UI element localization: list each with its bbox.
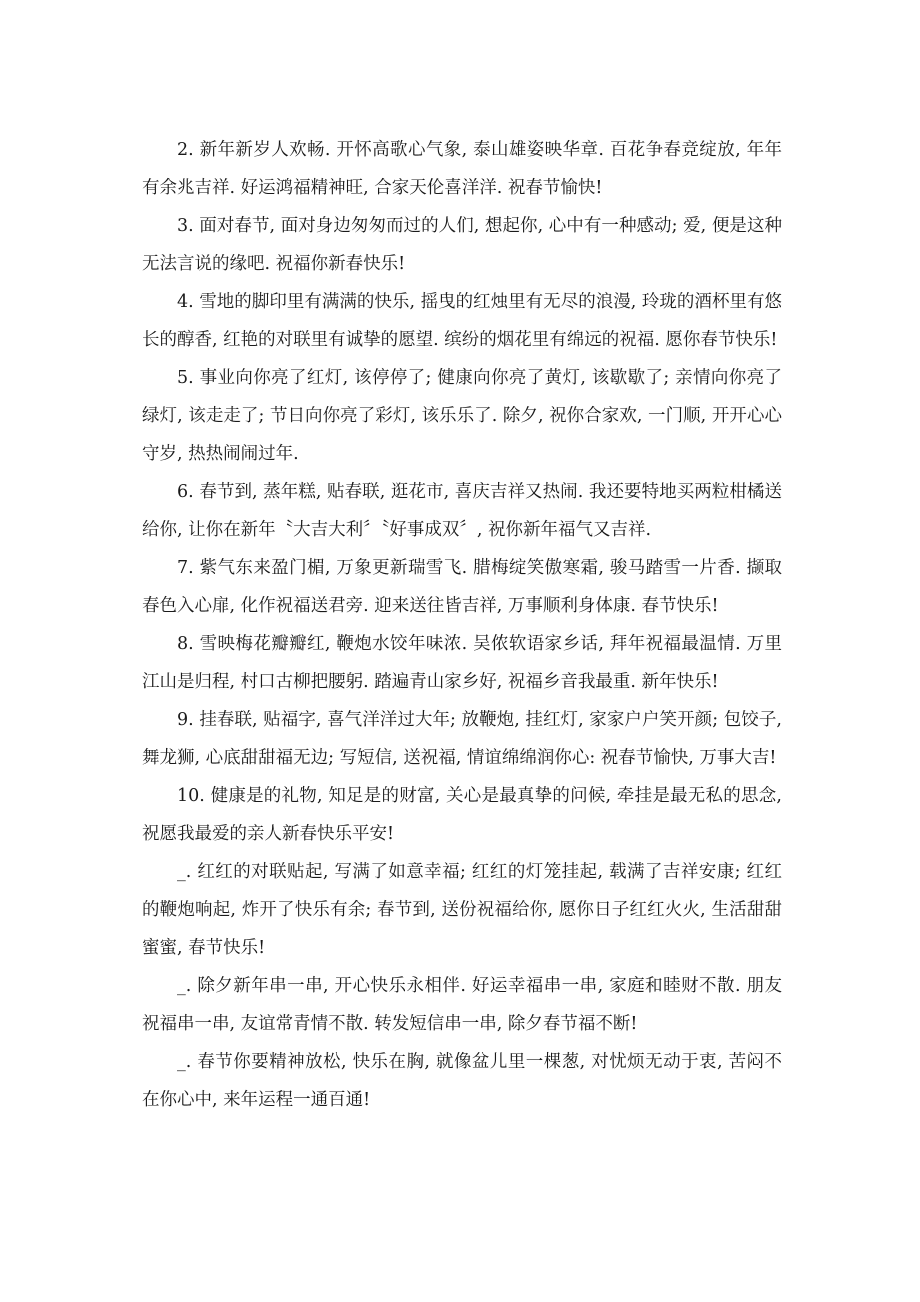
paragraph-greeting-9: 9. 挂春联, 贴福字, 喜气洋洋过大年; 放鞭炮, 挂红灯, 家家户户笑开颜; 包饺子, 舞龙狮, 心底甜甜福无边; 写短信, 送祝福, 情谊绵绵润你心: 祝春节愉快, 万事大吉! [142, 710, 782, 768]
paragraph-greeting-10: 10. 健康是的礼物, 知足是的财富, 关心是最真挚的问候, 牵挂是最无私的思念, 祝愿我最爱的亲人新春快乐平安! [142, 786, 782, 844]
paragraph-greeting-7: 7. 紫气东来盈门楣, 万象更新瑞雪飞. 腊梅绽笑傲寒霜, 骏马踏雪一片香. 撷取春色入心扉, 化作祝福送君旁. 迎来送往皆吉祥, 万事顺利身体康. 春节快乐! [142, 558, 782, 616]
document-body [142, 131, 782, 1119]
paragraph-greeting-2: 2. 新年新岁人欢畅. 开怀高歌心气象, 泰山雄姿映华章. 百花争春竞绽放, 年年有余兆吉祥. 好运鸿福精神旺, 合家天伦喜洋洋. 祝春节愉快! [142, 140, 782, 198]
paragraph-greeting-3: 3. 面对春节, 面对身边匆匆而过的人们, 想起你, 心中有一种感动; 爱, 便是这种无法言说的缘吧. 祝福你新春快乐! [142, 216, 782, 274]
paragraph-greeting-5: 5. 事业向你亮了红灯, 该停停了; 健康向你亮了黄灯, 该歇歇了; 亲情向你亮了绿灯, 该走走了; 节日向你亮了彩灯, 该乐乐了. 除夕, 祝你合家欢, 一门顺, 开开心心守岁, 热热闹闹过年. [142, 368, 782, 464]
paragraph-greeting-unnumbered-3: _. 春节你要精神放松, 快乐在胸, 就像盆儿里一棵葱, 对忧烦无动于衷, 苦闷不在你心中, 来年运程一通百通! [142, 1052, 782, 1110]
paragraph-greeting-6: 6. 春节到, 蒸年糕, 贴春联, 逛花市, 喜庆吉祥又热闹. 我还要特地买两粒柑橘送给你, 让你在新年〝大吉大利〞〝好事成双〞, 祝你新年福气又吉祥. [142, 482, 782, 540]
paragraph-greeting-8: 8. 雪映梅花瓣瓣红, 鞭炮水饺年味浓. 吴侬软语家乡话, 拜年祝福最温情. 万里江山是归程, 村口古柳把腰躬. 踏遍青山家乡好, 祝福乡音我最重. 新年快乐! [142, 634, 782, 692]
paragraph-greeting-unnumbered-1: _. 红红的对联贴起, 写满了如意幸福; 红红的灯笼挂起, 载满了吉祥安康; 红红的鞭炮响起, 炸开了快乐有余; 春节到, 送份祝福给你, 愿你日子红红火火, 生活甜甜蜜蜜, 春节快乐! [142, 862, 782, 958]
paragraph-greeting-4: 4. 雪地的脚印里有满满的快乐, 摇曳的红烛里有无尽的浪漫, 玲珑的酒杯里有悠长的醇香, 红艳的对联里有诚挚的愿望. 缤纷的烟花里有绵远的祝福. 愿你春节快乐! [142, 292, 782, 350]
paragraph-greeting-unnumbered-2: _. 除夕新年串一串, 开心快乐永相伴. 好运幸福串一串, 家庭和睦财不散. 朋友祝福串一串, 友谊常青情不散. 转发短信串一串, 除夕春节福不断! [142, 976, 782, 1034]
